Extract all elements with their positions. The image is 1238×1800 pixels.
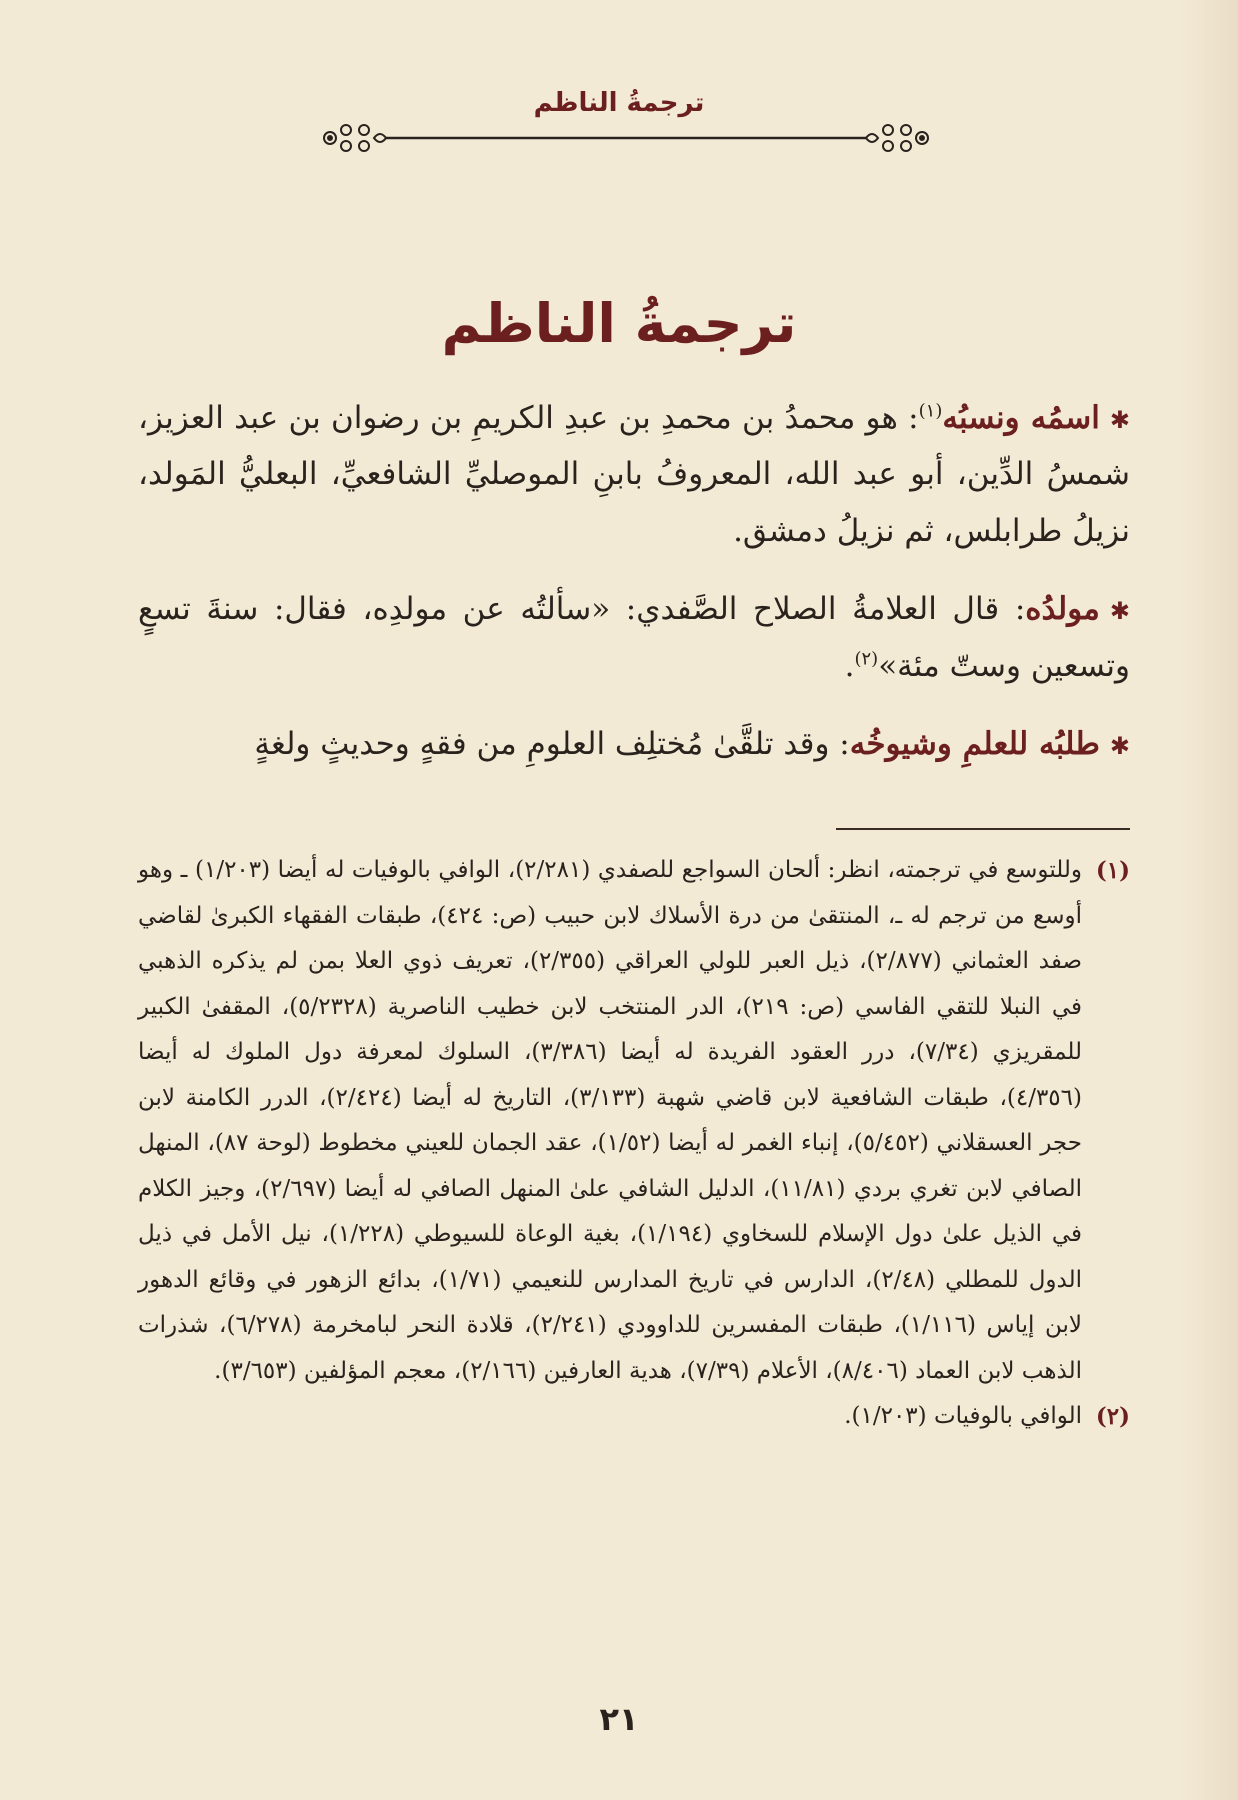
footnote-item <box>138 1394 1130 1440</box>
section-heading: اسمُه ونسبُه <box>942 400 1100 436</box>
footnote-separator <box>836 828 1130 830</box>
section-text: : وقد تلقَّىٰ مُختلِف العلومِ من فقهٍ وحديثٍ ولغةٍ <box>254 726 850 763</box>
chapter-title: ترجمةُ الناظم <box>441 292 797 355</box>
asterisk-bullet-icon: ✱ <box>1109 732 1130 761</box>
right-ornament-icon <box>866 125 928 151</box>
left-ornament-icon <box>324 125 386 151</box>
footnote-number: (٢) <box>1095 1403 1130 1431</box>
page-number: ٢١ <box>599 1700 639 1738</box>
section-text-tail: . <box>844 647 855 684</box>
section-heading: طلبُه للعلمِ وشيوخُه <box>849 726 1100 763</box>
section-birth <box>138 581 1130 694</box>
asterisk-bullet-icon: ✱ <box>1109 406 1130 434</box>
footnote-text: وللتوسع في ترجمته، انظر: ألحان السواجع للصفدي (٢/٢٨١)، الوافي بالوفيات له أيضا (١/٢٠٣) ـ وهو أوسع من ترجم له ـ، المنتقىٰ من درة الأسلاك لابن حبيب (ص: ٤٢٤)، طبقات الفقهاء الكبرىٰ لقاضي صفد العثماني (٢/٨٧٧)، ذيل العبر للولي العراقي (٢/٣٥٥)، تعريف ذوي العلا بمن لم يذكره الذهبي في النبلا للتقي الفاسي (ص: ٢١٩)، الدر المنتخب لابن خطيب الناصرية (٥/٢٣٢٨)، المقفىٰ الكبير للمقريزي (٧/٣٤)، درر العقود الفريدة له أيضا (٣/٣٨٦)، السلوك لمعرفة دول الملوك له أيضا (٤/٣٥٦)، طبقات الشافعية لابن قاضي شهبة (٣/١٣٣)، التاريخ له أيضا (٢/٤٢٤)، الدرر الكامنة لابن حجر العسقلاني (٥/٤٥٢)، إنباء الغمر له أيضا (١/٥٢)، عقد الجمان للعيني مخطوط (لوحة ٨٧)، المنهل الصافي لابن تغري بردي (١١/٨١)، الدليل الشافي علىٰ المنهل الصافي له أيضا (٢/٦٩٧)، وجيز الكلام في الذيل علىٰ دول الإسلام للسخاوي (١/١٩٤)، بغية الوعاة للسيوطي (١/٢٢٨)، نيل الأمل في ذيل الدول للمطلي (٢/٤٨)، الدارس في تاريخ المدارس للنعيمي (١/٧١)، بدائع الزهور في وقائع الدهور لابن إياس (١/١١٦)، طبقات المفسرين للداوودي (٢/٢٤١)، قلادة النحر لبامخرمة (٦/٢٧٨)، شذرات الذهب لابن العماد (٨/٤٠٦)، الأعلام (٧/٣٩)، هدية العارفين (٢/١٦٦)، معجم المؤلفين (٣/٦٥٣). <box>138 857 1083 1384</box>
footnotes <box>138 848 1130 1440</box>
section-study-teachers <box>138 716 1130 772</box>
biography-body <box>138 390 1130 794</box>
section-name-lineage <box>138 390 1130 559</box>
ornamental-header-rule <box>316 118 936 158</box>
section-text: : هو محمدُ بن محمدِ بن عبدِ الكريمِ بن رضوان بن عبد العزيز، شمسُ الدِّين، أبو عبد الله، المعروفُ بابنِ الموصليِّ الشافعيِّ، البعليُّ المَولد، نزيلُ طرابلس، ثم نزيلُ دمشق. <box>138 400 1130 549</box>
footnote-number: (١) <box>1095 857 1130 884</box>
footnote-item <box>138 848 1130 1394</box>
running-header: ترجمةُ الناظم <box>533 88 705 118</box>
section-heading: مولدُه <box>1025 591 1100 628</box>
section-text: : قال العلامةُ الصلاح الصَّفدي: «سألتُه عن مولدِه، فقال: سنةَ تسعٍ وتسعين وستّ مئة» <box>138 591 1130 684</box>
asterisk-bullet-icon: ✱ <box>1109 597 1130 626</box>
footnote-marker[interactable]: (١) <box>918 400 943 422</box>
footnote-marker[interactable]: (٢) <box>854 648 879 670</box>
footnote-text: الوافي بالوفيات (١/٢٠٣). <box>844 1403 1082 1430</box>
